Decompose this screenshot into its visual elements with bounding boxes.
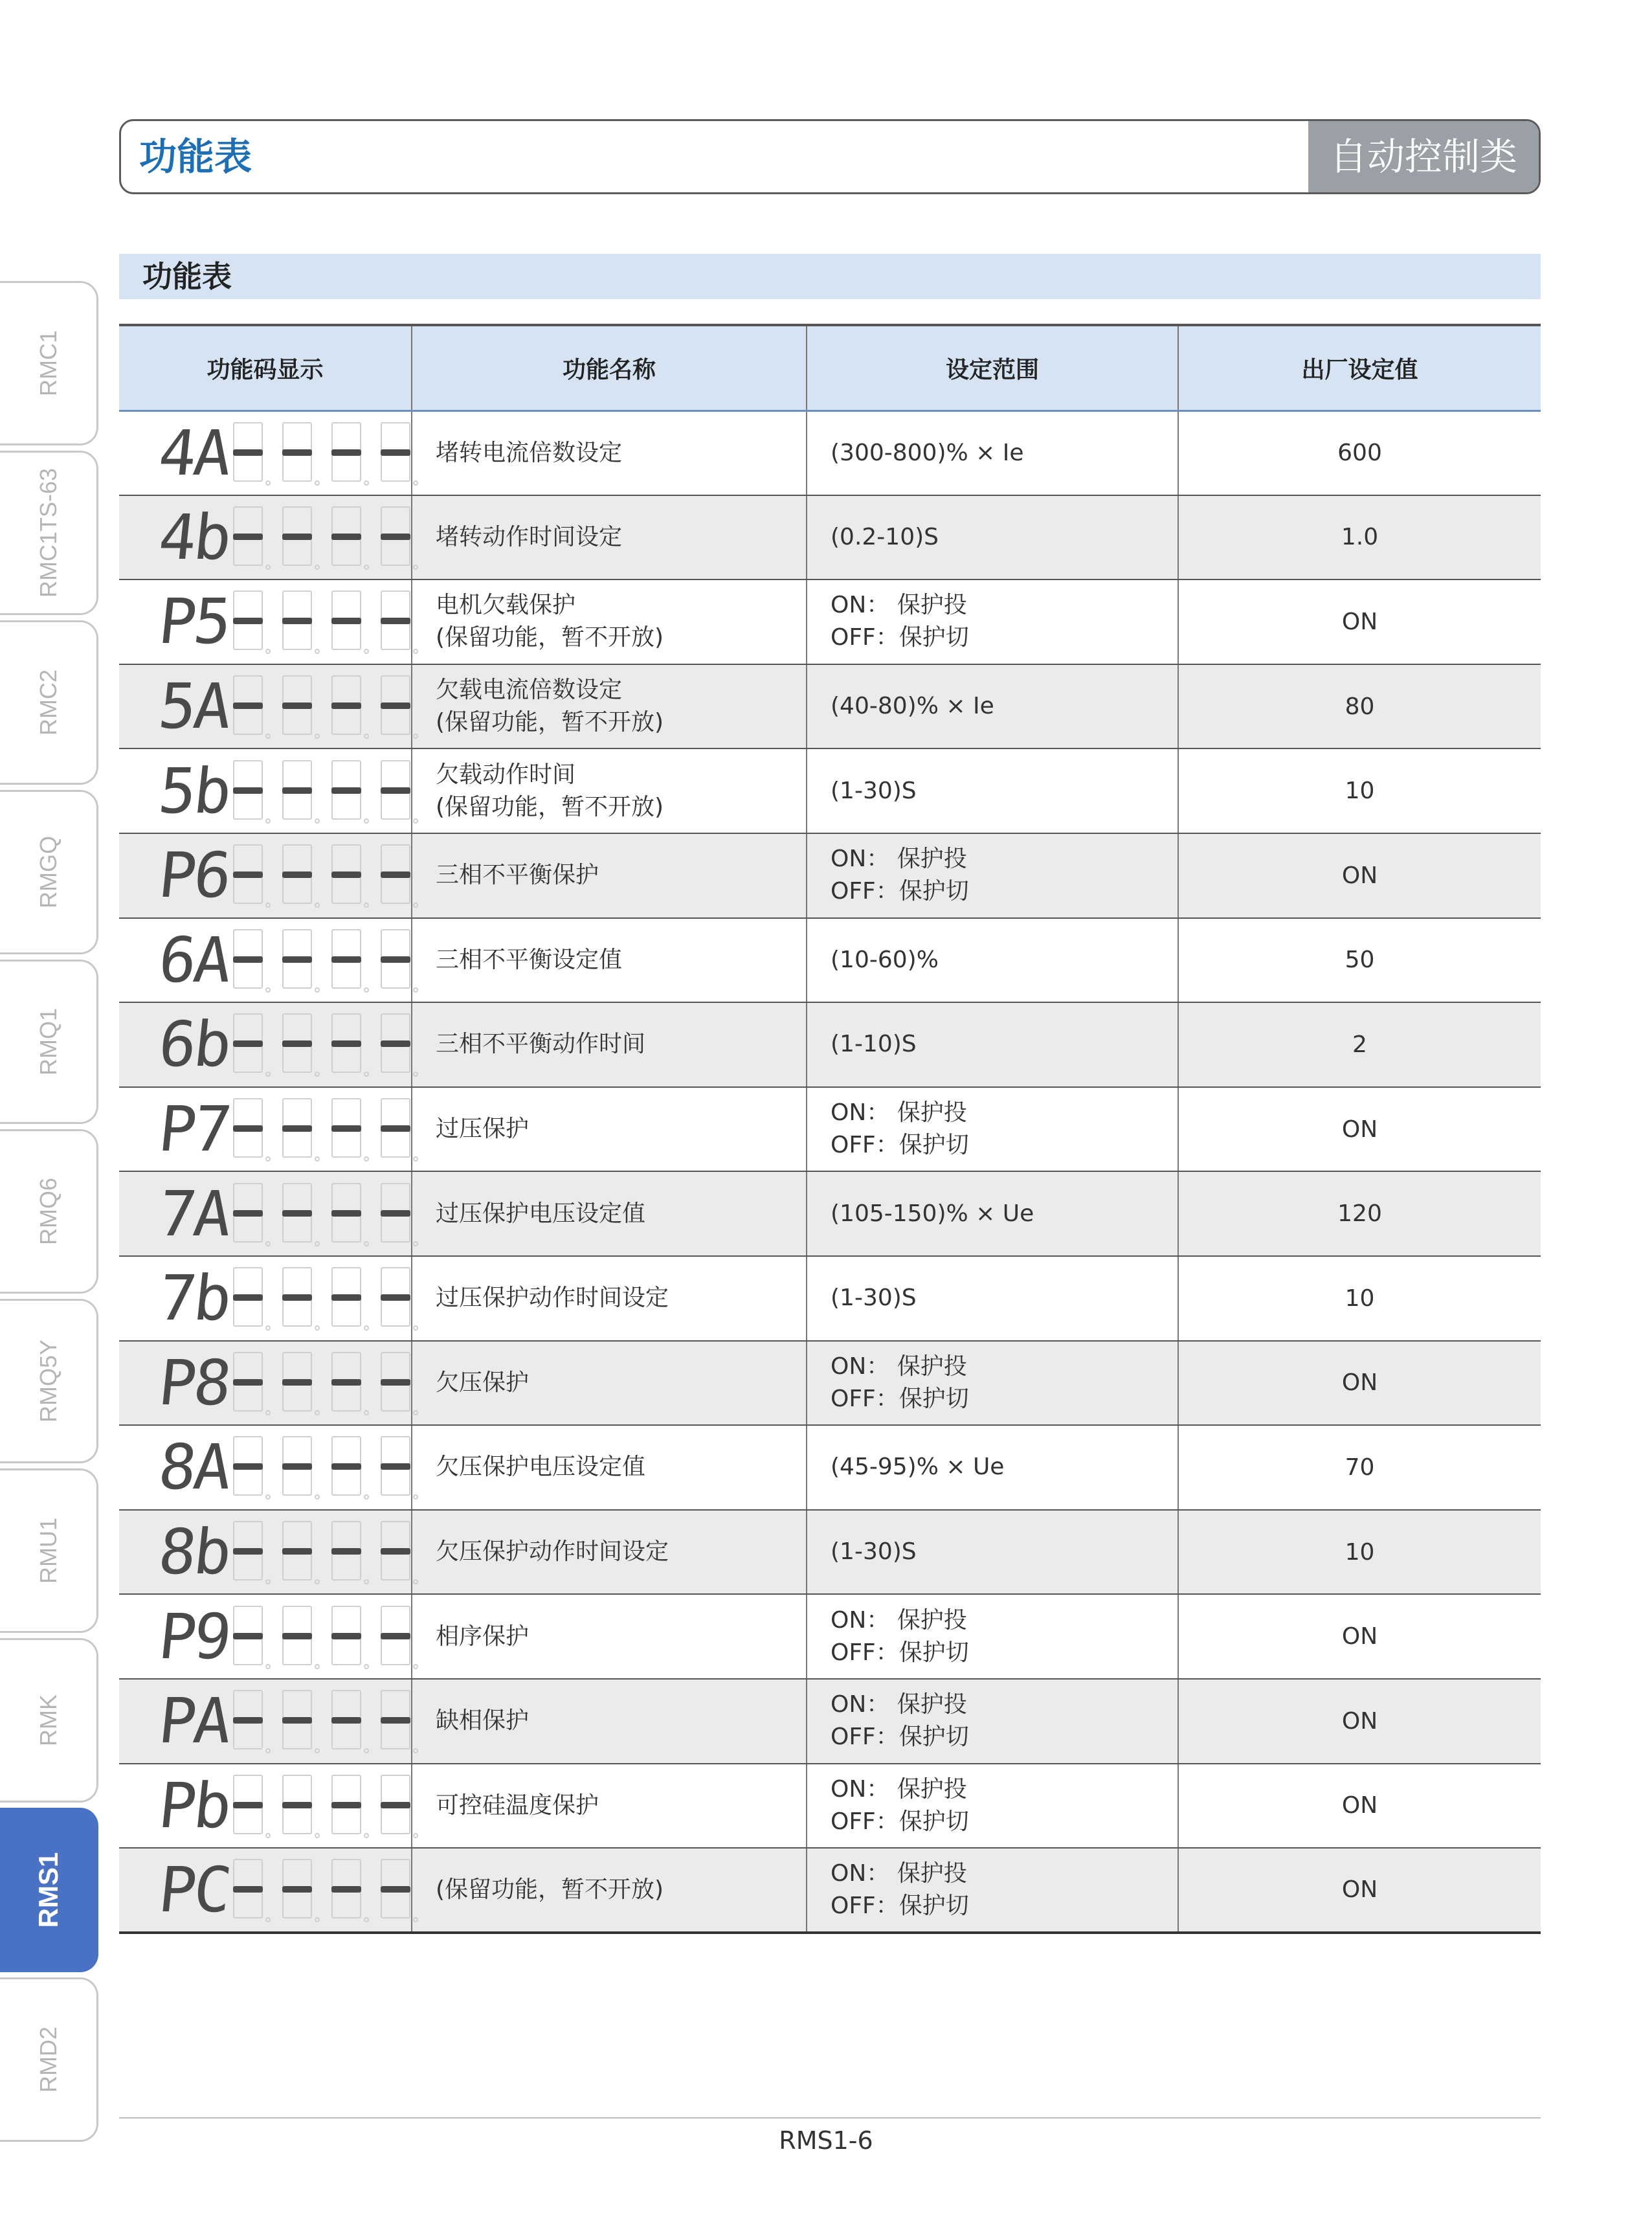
setting-range-line: OFF：保护切 [831,624,969,651]
function-name-line: 三相不平衡设定值 [436,946,623,973]
default-value: 1.0 [1178,495,1541,580]
function-code-display [119,1679,412,1764]
header-code: 功能码显示 [119,325,412,410]
segment-digit-icon [329,1518,369,1586]
segment-digit-icon [329,1096,369,1163]
segment-digit-icon [329,1180,369,1248]
side-tab-label: RMGQ [34,836,61,908]
setting-range-line: OFF：保护切 [831,878,969,905]
setting-range-line: OFF：保护切 [831,1808,969,1835]
function-name [412,748,807,833]
setting-range-line: (1-30)S [831,1538,917,1566]
setting-range [807,579,1178,664]
function-code: P9 [155,1600,233,1673]
setting-range [807,1848,1178,1933]
segment-dashes [230,1349,418,1417]
function-name [412,1171,807,1256]
function-name [412,1256,807,1341]
setting-range-line: ON： 保护投 [831,1691,967,1718]
segment-digit-icon [230,1096,271,1163]
function-code: P8 [155,1346,233,1419]
segment-digit-icon [329,1265,369,1332]
segment-dashes [230,1265,418,1332]
segment-digit-icon [280,927,320,994]
function-code-display [119,664,412,749]
function-name [412,1764,807,1849]
header-category: 自动控制类 [1308,121,1539,192]
function-code: PC [155,1853,233,1926]
segment-digit-icon [329,1603,369,1670]
segment-digit-icon [280,1349,320,1417]
segment-digit-icon [230,1433,271,1501]
header-range: 设定范围 [807,325,1178,410]
segment-digit-icon [329,1433,369,1501]
function-name-line: 欠载动作时间 [436,761,576,788]
function-name [412,495,807,580]
default-value: 10 [1178,1510,1541,1595]
segment-digit-icon [329,927,369,994]
table-row [119,918,1541,1003]
segment-dashes [230,504,418,571]
segment-dashes [230,1856,418,1924]
table-row [119,1171,1541,1256]
function-name [412,1425,807,1510]
table-row [119,748,1541,833]
segment-dashes [230,758,418,825]
function-name [412,1594,807,1679]
function-code: 4A [155,416,233,489]
segment-digit-icon [378,1433,418,1501]
function-code: 4b [155,500,233,574]
setting-range [807,664,1178,749]
side-tab-label: RMU1 [34,1517,61,1584]
setting-range-line: OFF：保护切 [831,1132,969,1159]
function-name [412,410,807,495]
function-name-line: 过压保护电压设定值 [436,1200,646,1227]
setting-range-line: ON： 保护投 [831,1860,967,1887]
segment-digit-icon [378,504,418,571]
header-title: 功能表 [139,135,252,179]
side-tab-rmq1[interactable] [0,960,98,1124]
segment-digit-icon [230,1603,271,1670]
function-code-display [119,495,412,580]
segment-digit-icon [280,420,320,487]
segment-digit-icon [230,1349,271,1417]
segment-digit-icon [280,1518,320,1586]
segment-digit-icon [329,1687,369,1755]
table-row [119,495,1541,580]
side-tab-rmgq[interactable] [0,790,98,954]
setting-range [807,495,1178,580]
segment-digit-icon [329,420,369,487]
side-tab-label: RMQ5Y [34,1339,61,1423]
setting-range [807,1256,1178,1341]
segment-digit-icon [280,1856,320,1924]
setting-range-line: ON： 保护投 [831,1353,967,1380]
segment-dashes [230,1687,418,1755]
segment-dashes [230,1180,418,1248]
segment-digit-icon [230,1772,271,1839]
setting-range [807,1425,1178,1510]
segment-digit-icon [280,1011,320,1078]
table-row [119,1510,1541,1595]
segment-digit-icon [378,673,418,740]
segment-digit-icon [378,1349,418,1417]
segment-digit-icon [378,1518,418,1586]
segment-digit-icon [378,588,418,655]
segment-digit-icon [378,842,418,909]
side-tab-label: RMC2 [34,669,61,736]
segment-digit-icon [230,588,271,655]
function-code: P7 [155,1093,233,1166]
side-tab-rmc2[interactable] [0,620,98,785]
segment-dashes [230,1433,418,1501]
table-row [119,1256,1541,1341]
function-code-display [119,918,412,1003]
segment-digit-icon [329,1772,369,1839]
side-tab-rmq6[interactable] [0,1129,98,1294]
side-tab-rms1[interactable] [0,1808,98,1972]
function-code-display [119,1087,412,1172]
function-code: 7A [155,1177,233,1250]
function-name [412,1679,807,1764]
setting-range-line: OFF：保护切 [831,1892,969,1919]
table-header-row [119,325,1541,410]
segment-digit-icon [230,1856,271,1924]
setting-range-line: ON： 保护投 [831,1099,967,1127]
function-name-line: (保留功能，暂不开放) [436,1876,664,1903]
table-row [119,1002,1541,1087]
setting-range-line: OFF：保护切 [831,1639,969,1666]
function-code-display [119,1425,412,1510]
function-name [412,1002,807,1087]
function-name-line: 欠压保护 [436,1369,530,1396]
function-name-line: 三相不平衡保护 [436,862,599,889]
function-name-line: 缺相保护 [436,1707,530,1735]
table-row [119,664,1541,749]
function-name-line: 可控硅温度保护 [436,1792,599,1819]
segment-digit-icon [329,1856,369,1924]
function-code: Pb [155,1769,233,1842]
side-tab-label: RMC1TS-63 [34,467,61,598]
function-code-display [119,748,412,833]
default-value: 10 [1178,1256,1541,1341]
segment-digit-icon [378,1011,418,1078]
side-tab-label: RMK [34,1694,61,1746]
function-name-line: (保留功能，暂不开放) [436,793,664,820]
setting-range [807,1341,1178,1426]
setting-range [807,410,1178,495]
segment-digit-icon [280,1603,320,1670]
side-tab-label: RMS1 [32,1852,63,1928]
segment-digit-icon [230,1518,271,1586]
segment-digit-icon [329,673,369,740]
setting-range-line: (0.2-10)S [831,523,939,550]
function-name [412,918,807,1003]
function-name-line: 欠载电流倍数设定 [436,677,623,704]
function-name [412,1848,807,1933]
segment-digit-icon [329,758,369,825]
segment-digit-icon [230,1265,271,1332]
segment-dashes [230,1603,418,1670]
function-code-display [119,1256,412,1341]
segment-digit-icon [378,927,418,994]
segment-digit-icon [230,1011,271,1078]
default-value: ON [1178,1679,1541,1764]
side-tab-label: RMQ6 [34,1177,61,1246]
function-code: P5 [155,585,233,658]
side-tab-rmc1ts-63[interactable] [0,451,98,615]
setting-range-line: ON： 保护投 [831,592,967,619]
table-row [119,1679,1541,1764]
setting-range [807,1594,1178,1679]
segment-digit-icon [329,1011,369,1078]
function-code: 5A [155,670,233,743]
page-number: RMS1-6 [779,2126,873,2155]
side-tab-rmd2[interactable] [0,1977,98,2142]
segment-digit-icon [230,758,271,825]
function-code: 8A [155,1431,233,1504]
default-value: 120 [1178,1171,1541,1256]
function-code-display [119,1764,412,1849]
side-tab-label: RMQ1 [34,1007,61,1076]
function-name [412,664,807,749]
default-value: ON [1178,1848,1541,1933]
function-name-line: (保留功能，暂不开放) [436,709,664,736]
segment-digit-icon [230,420,271,487]
side-tab-rmu1[interactable] [0,1468,98,1633]
segment-digit-icon [230,842,271,909]
function-name [412,1341,807,1426]
section-title: 功能表 [142,259,232,294]
setting-range [807,1764,1178,1849]
default-value: 50 [1178,918,1541,1003]
function-code-display [119,1594,412,1679]
function-name-line: 相序保护 [436,1623,530,1650]
default-value: ON [1178,1764,1541,1849]
function-name-line: 堵转动作时间设定 [436,523,623,550]
segment-digit-icon [230,927,271,994]
function-code: 6b [155,1008,233,1081]
segment-digit-icon [230,1687,271,1755]
segment-digit-icon [280,1265,320,1332]
side-tab-label: RMD2 [34,2026,61,2093]
segment-digit-icon [280,1687,320,1755]
function-name-line: 电机欠载保护 [436,592,576,619]
setting-range [807,833,1178,918]
segment-dashes [230,927,418,994]
segment-digit-icon [329,504,369,571]
header-default: 出厂设定值 [1178,325,1541,410]
setting-range [807,1171,1178,1256]
function-table [119,324,1541,1934]
segment-digit-icon [280,842,320,909]
setting-range-line: (300-800)% × Ie [831,439,1024,466]
function-code-display [119,1510,412,1595]
default-value: ON [1178,1341,1541,1426]
function-code: 6A [155,923,233,996]
segment-digit-icon [378,1856,418,1924]
table-row [119,1425,1541,1510]
function-code: PA [155,1685,233,1758]
function-code-display [119,579,412,664]
function-name [412,579,807,664]
function-code-display [119,833,412,918]
segment-digit-icon [378,1265,418,1332]
segment-digit-icon [378,1180,418,1248]
function-name-line: 堵转电流倍数设定 [436,439,623,466]
function-code-display [119,1171,412,1256]
default-value: ON [1178,579,1541,664]
function-code: 5b [155,754,233,827]
default-value: ON [1178,833,1541,918]
setting-range-line: OFF：保护切 [831,1724,969,1751]
setting-range-line: (1-10)S [831,1031,917,1058]
setting-range-line: ON： 保护投 [831,1775,967,1803]
segment-digit-icon [329,1349,369,1417]
default-value: 80 [1178,664,1541,749]
segment-dashes [230,420,418,487]
table-row [119,1341,1541,1426]
segment-dashes [230,588,418,655]
function-code-display [119,1341,412,1426]
segment-digit-icon [280,1096,320,1163]
setting-range [807,1087,1178,1172]
segment-digit-icon [378,420,418,487]
setting-range-line: ON： 保护投 [831,1606,967,1634]
header-name: 功能名称 [412,325,807,410]
segment-digit-icon [230,673,271,740]
default-value: ON [1178,1594,1541,1679]
function-name-line: 欠压保护动作时间设定 [436,1538,669,1566]
function-code: P6 [155,839,233,912]
function-name [412,833,807,918]
segment-digit-icon [280,1180,320,1248]
segment-digit-icon [329,842,369,909]
table-row [119,410,1541,495]
setting-range [807,1510,1178,1595]
setting-range-line: (45-95)% × Ue [831,1454,1005,1481]
default-value: ON [1178,1087,1541,1172]
function-code: 7b [155,1262,233,1335]
table-row [119,1594,1541,1679]
segment-dashes [230,1518,418,1586]
function-code-display [119,1848,412,1933]
function-name [412,1087,807,1172]
function-code: 8b [155,1516,233,1589]
setting-range [807,1002,1178,1087]
section-bar [119,254,1541,299]
segment-dashes [230,673,418,740]
segment-dashes [230,1772,418,1839]
setting-range [807,748,1178,833]
segment-digit-icon [230,1180,271,1248]
setting-range-line: (1-30)S [831,777,917,804]
segment-digit-icon [378,1772,418,1839]
table-row [119,1087,1541,1172]
setting-range [807,1679,1178,1764]
function-name-line: 欠压保护电压设定值 [436,1454,646,1481]
setting-range-line: (40-80)% × Ie [831,693,994,720]
segment-dashes [230,1096,418,1163]
table-row [119,579,1541,664]
segment-digit-icon [230,504,271,571]
side-tab-rmq5y[interactable] [0,1299,98,1463]
table-row [119,1764,1541,1849]
function-name-line: 三相不平衡动作时间 [436,1031,646,1058]
setting-range-line: (105-150)% × Ue [831,1200,1034,1227]
segment-digit-icon [378,1096,418,1163]
side-tab-label: RMC1 [34,330,61,397]
segment-digit-icon [378,1603,418,1670]
setting-range-line: (1-30)S [831,1285,917,1312]
setting-range-line: (10-60)% [831,946,939,973]
page-header [119,119,1541,194]
segment-digit-icon [280,758,320,825]
table-row [119,833,1541,918]
segment-digit-icon [280,588,320,655]
segment-digit-icon [378,1687,418,1755]
segment-dashes [230,1011,418,1078]
function-code-display [119,410,412,495]
segment-digit-icon [280,504,320,571]
function-name-line: 过压保护动作时间设定 [436,1285,669,1312]
footer-divider [119,2117,1541,2119]
function-name [412,1510,807,1595]
segment-digit-icon [280,1433,320,1501]
table-row [119,1848,1541,1933]
setting-range [807,918,1178,1003]
segment-digit-icon [280,1772,320,1839]
side-tab-rmc1[interactable] [0,281,98,445]
default-value: 600 [1178,410,1541,495]
function-name-line: (保留功能，暂不开放) [436,624,664,651]
segment-digit-icon [329,588,369,655]
side-tab-rmk[interactable] [0,1638,98,1803]
segment-digit-icon [378,758,418,825]
default-value: 2 [1178,1002,1541,1087]
default-value: 70 [1178,1425,1541,1510]
segment-digit-icon [280,673,320,740]
setting-range-line: ON： 保护投 [831,846,967,873]
function-name-line: 过压保护 [436,1116,530,1143]
segment-dashes [230,842,418,909]
default-value: 10 [1178,748,1541,833]
function-code-display [119,1002,412,1087]
setting-range-line: OFF：保护切 [831,1385,969,1412]
